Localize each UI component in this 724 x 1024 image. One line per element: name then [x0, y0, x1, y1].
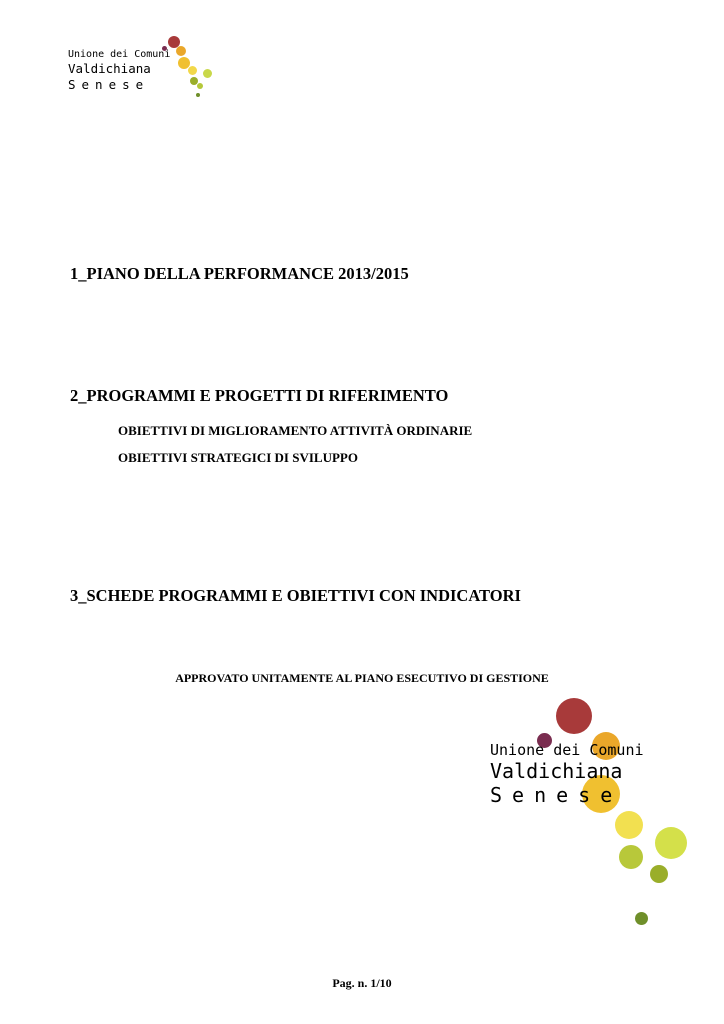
section-2-item-1: OBIETTIVI DI MIGLIORAMENTO ATTIVITÀ ORDINARIE — [118, 423, 473, 438]
section-1-title: 1_PIANO DELLA PERFORMANCE 2013/2015 — [70, 264, 409, 283]
logo-dot-yellow — [615, 811, 643, 839]
logo-line2: Valdichiana — [490, 759, 623, 783]
approval-note: APPROVATO UNITAMENTE AL PIANO ESECUTIVO DI GESTIONE — [175, 671, 549, 685]
logo-dot-red — [556, 698, 592, 734]
logo-dot-yellow — [188, 66, 197, 75]
logo-line2: Valdichiana — [68, 61, 151, 76]
logo-dot-green — [650, 865, 668, 883]
logo-line1: Unione dei Comuni — [68, 49, 171, 60]
logo-line1: Unione dei Comuni — [490, 741, 644, 759]
logo-dot-orange — [176, 46, 186, 56]
logo-dot-lime — [655, 827, 687, 859]
section-2-title: 2_PROGRAMMI E PROGETTI DI RIFERIMENTO — [70, 386, 449, 405]
footer-logo — [490, 695, 700, 935]
logo-line3: Senese — [490, 783, 623, 807]
section-2-item-2: OBIETTIVI STRATEGICI DI SVILUPPO — [118, 450, 358, 465]
logo-dot-small-green — [196, 93, 200, 97]
logo-dot-small-green — [635, 912, 648, 925]
logo-dot-olive — [619, 845, 643, 869]
logo-dot-green — [197, 83, 203, 89]
logo-dot-lime — [203, 69, 212, 78]
section-3-title: 3_SCHEDE PROGRAMMI E OBIETTIVI CON INDICATORI — [70, 586, 521, 605]
logo-line3: Senese — [68, 77, 150, 92]
header-logo — [65, 34, 225, 100]
page-number: Pag. n. 1/10 — [332, 976, 392, 990]
